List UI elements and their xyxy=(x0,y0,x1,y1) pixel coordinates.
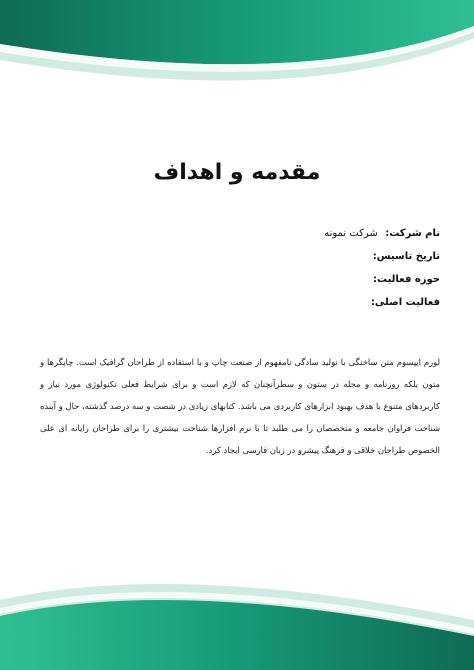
field-value: شرکت نمونه xyxy=(324,228,378,239)
body-paragraph: لورم ایپسوم متن ساختگی با تولید سادگی نامفهوم از صنعت چاپ و با استفاده از طراحان گرافیک است. چاپگرها و متون بلکه روزنامه و مجله در ستون و سطرآنچنان که لازم است و برای شرایط فعلی تکنولوژی مورد نیاز و کاربردهای متنوع با هدف بهبود ابزارهای کاربردی می باشد. کتابهای زیادی در شصت و سه درصد گذشته، حال و آینده شناخت فراوان جامعه و متخصصان را می طلبد تا با نرم افزارها شناخت بیشتری را برای طراحان رایانه ای علی الخصوص طراحان خلاقی و فرهنگ پیشرو در زبان فارسی ایجاد کرد. xyxy=(40,357,440,456)
info-row-field-of-activity xyxy=(140,273,440,296)
info-row-founding-date xyxy=(140,250,440,273)
field-label: فعالیت اصلی: xyxy=(370,297,440,308)
info-row-company-name xyxy=(140,227,440,250)
field-label: تاریخ تاسیس: xyxy=(372,251,440,262)
top-wave-decoration xyxy=(0,0,474,120)
field-label: نام شرکت: xyxy=(385,228,440,239)
company-info xyxy=(140,227,440,319)
page-title: مقدمه و اهداف xyxy=(153,160,321,185)
field-label: حوزه فعالیت: xyxy=(373,274,440,285)
bottom-wave-decoration xyxy=(0,550,474,670)
info-row-main-activity xyxy=(140,296,440,319)
